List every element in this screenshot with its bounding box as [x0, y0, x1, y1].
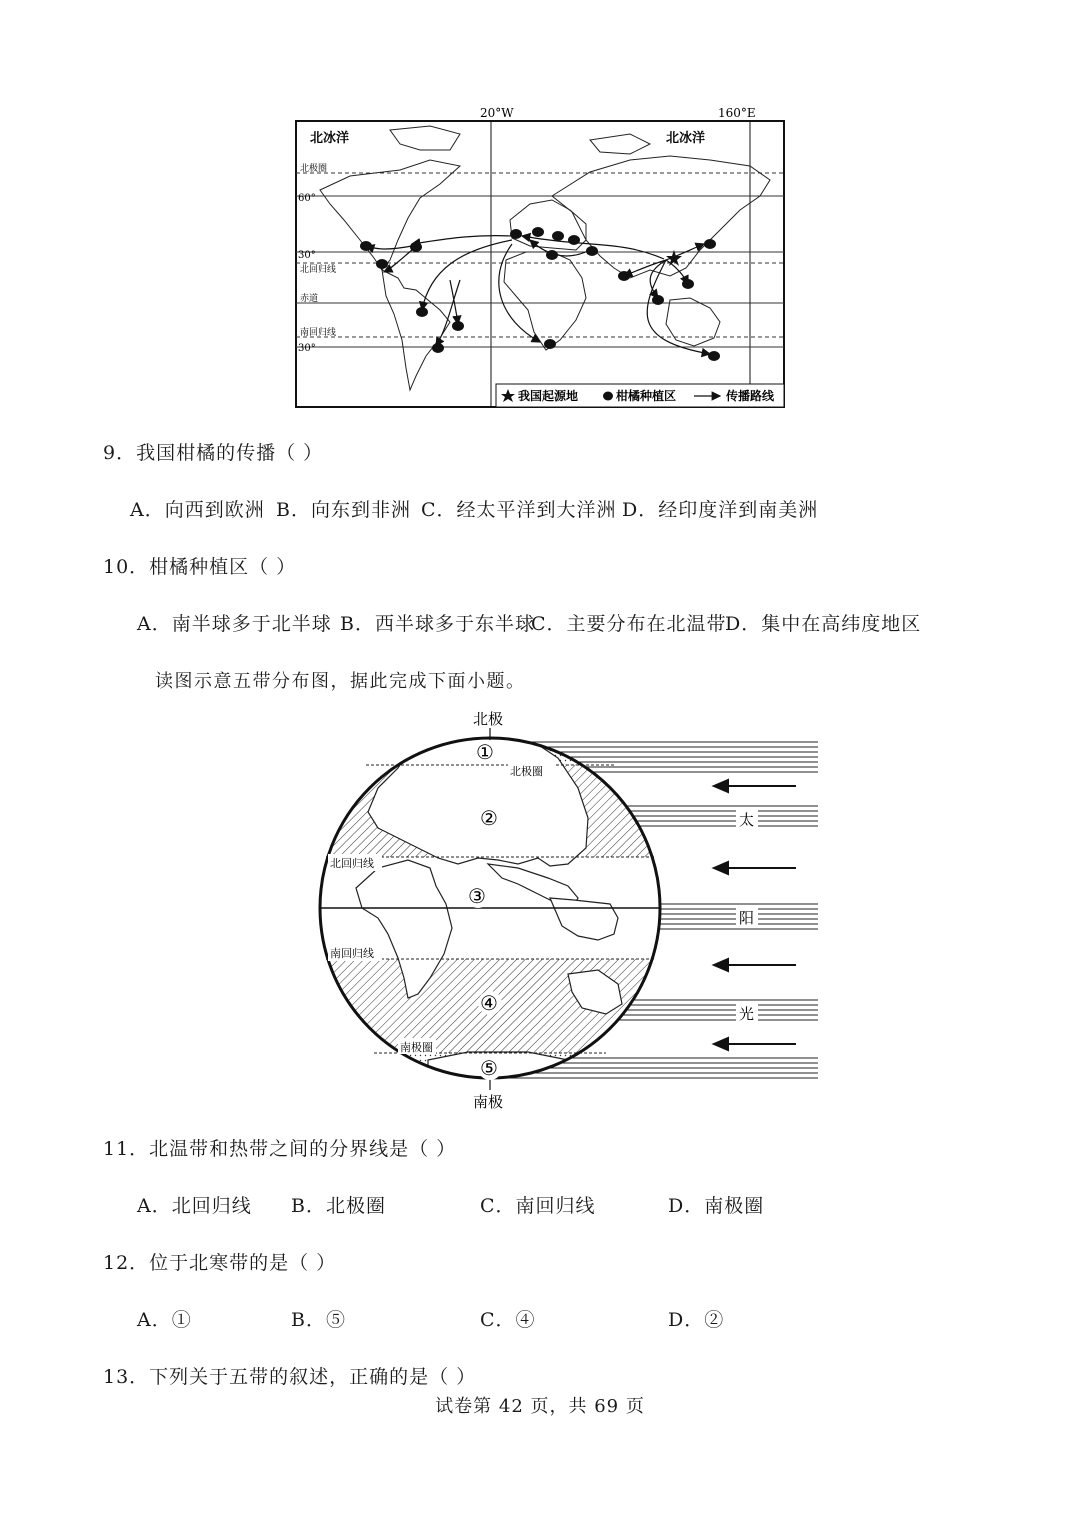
- south-pole-label: 南极: [473, 1093, 504, 1111]
- question-11-option-c: C．南回归线: [480, 1195, 596, 1217]
- question-9-option-a: A．向西到欧洲: [130, 499, 265, 521]
- citrus-spread-map: [290, 100, 790, 412]
- label-equator: 赤道: [300, 294, 319, 304]
- question-12-option-c: C．④: [480, 1309, 536, 1331]
- question-12-stem: 12．位于北寒带的是（ ）: [103, 1252, 337, 1274]
- legend-area-label: 柑橘种植区: [616, 389, 677, 403]
- question-10-option-b: B．西半球多于东半球: [340, 613, 535, 635]
- label-tropic-cancer: 北回归线: [300, 265, 337, 275]
- citrus-area-marker: [532, 227, 544, 237]
- citrus-area-marker: [682, 279, 694, 289]
- question-11-option-d: D．南极圈: [668, 1195, 765, 1217]
- question-9-option-d: D．经印度洋到南美洲: [622, 499, 819, 521]
- citrus-area-marker: [568, 235, 580, 245]
- citrus-area-marker: [552, 231, 564, 241]
- citrus-area-marker: [618, 271, 630, 281]
- page-footer: 试卷第 42 页，共 69 页: [435, 1396, 645, 1417]
- meridian-20w-label: 20°W: [480, 106, 514, 120]
- question-13-stem: 13．下列关于五带的叙述，正确的是（ ）: [103, 1366, 477, 1388]
- question-10-option-a: A．南半球多于北半球: [137, 613, 332, 635]
- citrus-area-marker: [704, 239, 716, 249]
- label-arctic-circle: 北极圈: [300, 164, 328, 174]
- zone-number-3: ③: [468, 884, 486, 908]
- north-pole-label: 北极: [473, 710, 504, 728]
- map-frame: [296, 121, 784, 407]
- question-10-stem: 10．柑橘种植区（ ）: [103, 556, 297, 578]
- question-11-stem: 11．北温带和热带之间的分界线是（ ）: [103, 1138, 457, 1160]
- citrus-area-marker: [410, 242, 422, 252]
- zone-number-4: ④: [480, 991, 498, 1015]
- question-11-option-a: A．北回归线: [137, 1195, 252, 1217]
- five-zones-intro: 读图示意五带分布图，据此完成下面小题。: [155, 671, 526, 692]
- citrus-area-marker: [708, 351, 720, 361]
- label-lat-30n: 30°: [298, 250, 316, 261]
- citrus-area-marker: [416, 307, 428, 317]
- legend-route-label: 传播路线: [726, 389, 775, 403]
- map-legend: [496, 384, 784, 407]
- tropic-capricorn-label: 南回归线: [330, 947, 374, 960]
- sunlight-label-1: 太: [739, 811, 755, 829]
- question-9-option-c: C．经太平洋到大洋洲: [421, 499, 617, 521]
- zone-number-5: ⑤: [480, 1056, 498, 1080]
- legend-area-icon: [603, 392, 613, 401]
- citrus-area-marker: [360, 241, 372, 251]
- citrus-area-marker: [652, 295, 664, 305]
- label-tropic-capricorn: 南回归线: [300, 328, 337, 338]
- label-lat-60: 60°: [298, 193, 316, 204]
- citrus-area-marker: [376, 259, 388, 269]
- citrus-area-marker: [432, 343, 444, 353]
- question-10-option-d: D．集中在高纬度地区: [725, 613, 922, 635]
- zone-number-2: ②: [480, 806, 498, 830]
- question-9-stem: 9．我国柑橘的传播（ ）: [103, 442, 324, 464]
- citrus-area-marker: [452, 321, 464, 331]
- citrus-area-marker: [544, 339, 556, 349]
- arctic-circle-label: 北极圈: [510, 765, 543, 778]
- ocean-label-right: 北冰洋: [666, 131, 706, 146]
- question-9-option-b: B．向东到非洲: [276, 499, 411, 521]
- zone-number-1: ①: [476, 740, 494, 764]
- meridian-160e-label: 160°E: [718, 106, 756, 120]
- question-12-option-d: D．②: [668, 1309, 725, 1331]
- citrus-area-marker: [510, 229, 522, 239]
- tropic-cancer-label: 北回归线: [330, 857, 374, 870]
- legend-origin-label: 我国起源地: [518, 389, 579, 403]
- sunlight-label-2: 阳: [739, 909, 755, 927]
- antarctic-circle-label: 南极圈: [400, 1041, 433, 1054]
- label-lat-30s: 30°: [298, 343, 316, 354]
- question-12-option-a: A．①: [137, 1309, 192, 1331]
- question-11-option-b: B．北极圈: [291, 1195, 386, 1217]
- question-10-option-c: C．主要分布在北温带: [531, 613, 727, 635]
- sunlight-label-3: 光: [739, 1005, 755, 1023]
- question-12-option-b: B．⑤: [291, 1309, 346, 1331]
- citrus-area-marker: [546, 250, 558, 260]
- ocean-label-left: 北冰洋: [310, 131, 350, 146]
- five-zones-diagram: [318, 708, 828, 1116]
- citrus-area-marker: [586, 246, 598, 256]
